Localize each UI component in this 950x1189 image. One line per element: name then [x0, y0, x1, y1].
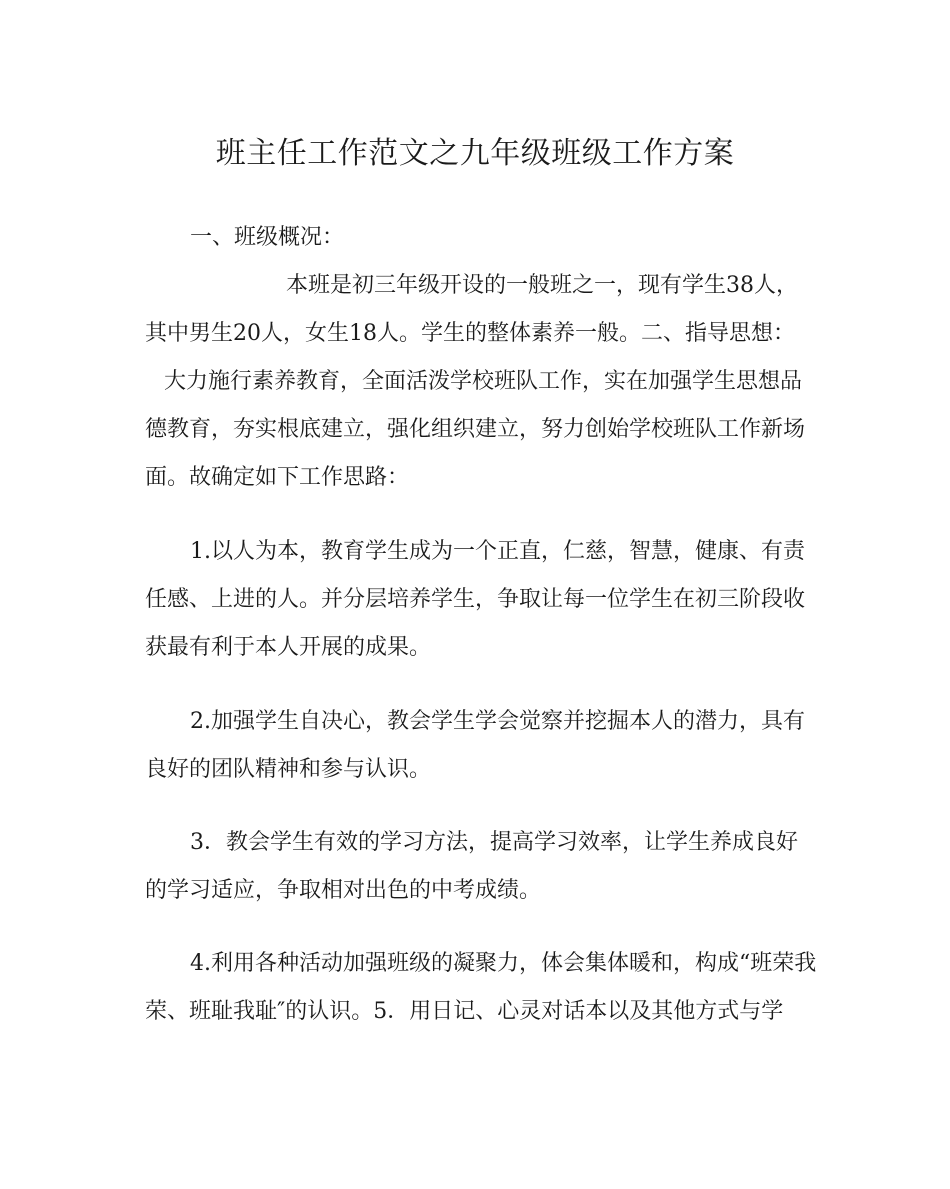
list-item-4-line: 4.利用各种活动加强班级的凝聚力，体会集体暖和，构成“班荣我 — [190, 951, 817, 976]
list-item-1-line: 获最有利于本人开展的成果。 — [145, 635, 432, 660]
list-item-3-line: 的学习适应，争取相对出色的中考成绩。 — [145, 878, 542, 903]
paragraph-line: 大力施行素养教育，全面活泼学校班队工作，实在加强学生思想品 — [164, 369, 803, 394]
list-item-4-line: 荣、班耻我耻″的认识。5．用日记、心灵对话本以及其他方式与学 — [145, 999, 784, 1024]
paragraph-line: 德教育，夯实根底建立，强化组织建立，努力创始学校班队工作新场 — [145, 417, 806, 442]
paragraph-line: 本班是初三年级开设的一般班之一，现有学生38人， — [286, 273, 798, 298]
paragraph-line: 面。故确定如下工作思路： — [145, 465, 410, 490]
document-title: 班主任工作范文之九年级班级工作方案 — [215, 136, 735, 171]
list-item-2-line: 良好的团队精神和参与认识。 — [145, 757, 432, 782]
list-item-1-line: 1.以人为本，教育学生成为一个正直，仁慈，智慧，健康、有责 — [190, 539, 805, 564]
list-item-2-line: 2.加强学生自决心，教会学生学会觉察并挖掘本人的潜力，具有 — [190, 709, 805, 734]
section-heading-class-overview: 一、班级概况： — [190, 225, 345, 250]
list-item-1-line: 任感、上进的人。并分层培养学生，争取让每一位学生在初三阶段收 — [145, 587, 806, 612]
paragraph-line: 其中男生20人，女生18人。学生的整体素养一般。二、指导思想： — [145, 321, 795, 346]
list-item-3-line: 3．教会学生有效的学习方法，提高学习效率，让学生养成良好 — [190, 830, 798, 855]
